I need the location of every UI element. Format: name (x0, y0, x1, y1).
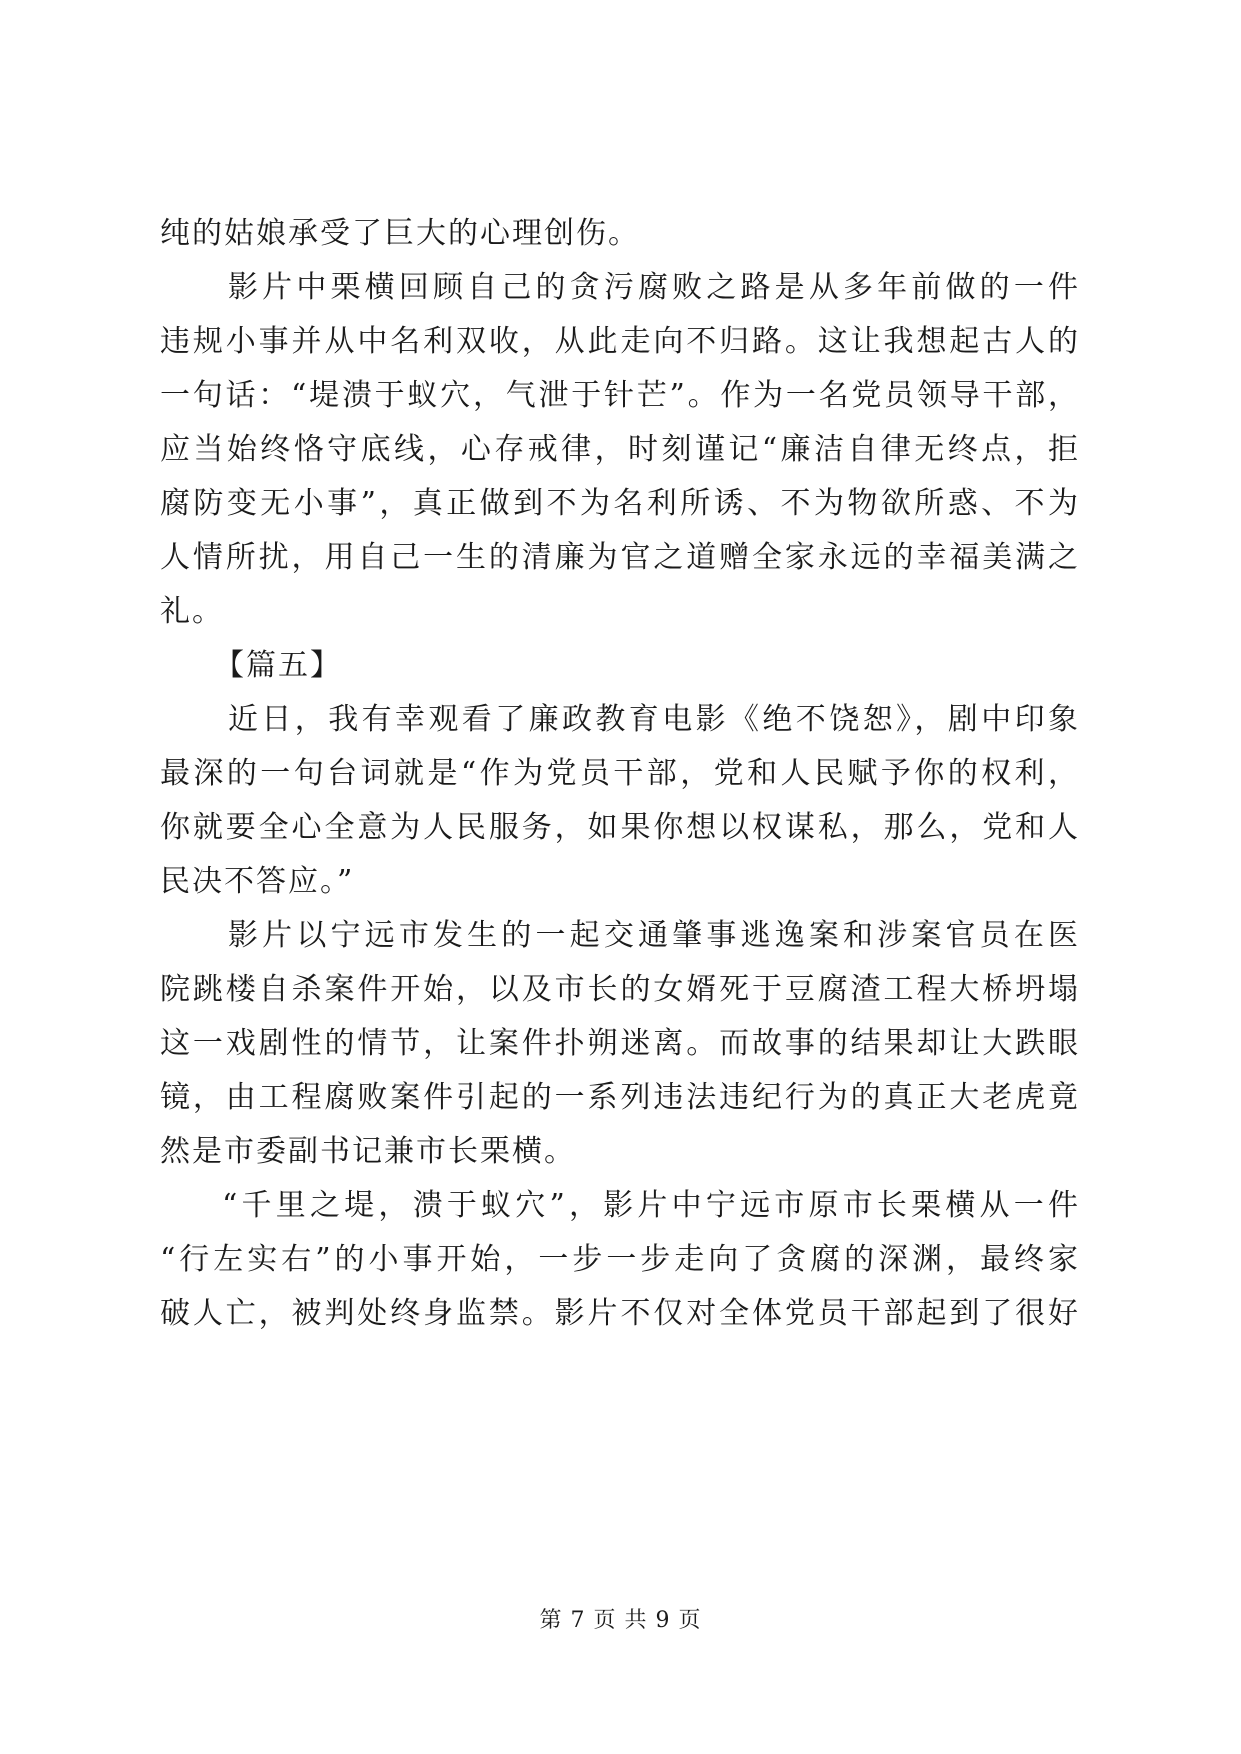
body-line: 违规小事并从中名利双收，从此走向不归路。这让我想起古人的 (160, 324, 1080, 359)
section-heading: 【篇五】 (214, 648, 342, 683)
body-line: 纯的姑娘承受了巨大的心理创伤。 (160, 216, 640, 251)
body-line: 最深的一句台词就是“作为党员干部，党和人民赋予你的权利， (160, 756, 1080, 791)
body-line: 你就要全心全意为人民服务，如果你想以权谋私，那么，党和人 (160, 810, 1080, 845)
body-line: 应当始终恪守底线，心存戒律，时刻谨记“廉洁自律无终点，拒 (160, 432, 1080, 467)
body-line: 这一戏剧性的情节，让案件扑朔迷离。而故事的结果却让大跌眼 (160, 1026, 1080, 1061)
body-line: 礼。 (160, 594, 224, 629)
body-line: 近日，我有幸观看了廉政教育电影《绝不饶恕》，剧中印象 (228, 702, 1080, 737)
body-line: 人情所扰，用自己一生的清廉为官之道赠全家永远的幸福美满之 (160, 540, 1080, 575)
body-line: 影片中栗横回顾自己的贪污腐败之路是从多年前做的一件 (228, 270, 1080, 305)
body-line: “行左实右”的小事开始，一步一步走向了贪腐的深渊，最终家 (160, 1242, 1080, 1277)
body-line: 影片以宁远市发生的一起交通肇事逃逸案和涉案官员在医 (228, 918, 1080, 953)
body-line: 腐防变无小事”，真正做到不为名利所诱、不为物欲所惑、不为 (160, 486, 1080, 521)
page-number-footer: 第 7 页 共 9 页 (539, 1608, 702, 1633)
body-line: 然是市委副书记兼市长栗横。 (160, 1134, 576, 1169)
body-line: 院跳楼自杀案件开始，以及市长的女婿死于豆腐渣工程大桥坍塌 (160, 972, 1080, 1007)
body-line: 民决不答应。” (160, 864, 355, 899)
body-line: “千里之堤，溃于蚁穴”，影片中宁远市原市长栗横从一件 (222, 1188, 1080, 1223)
body-line: 镜，由工程腐败案件引起的一系列违法违纪行为的真正大老虎竟 (160, 1080, 1080, 1115)
body-line: 破人亡，被判处终身监禁。影片不仅对全体党员干部起到了很好 (160, 1296, 1080, 1331)
body-line: 一句话：“堤溃于蚁穴，气泄于针芒”。作为一名党员领导干部， (160, 378, 1080, 413)
